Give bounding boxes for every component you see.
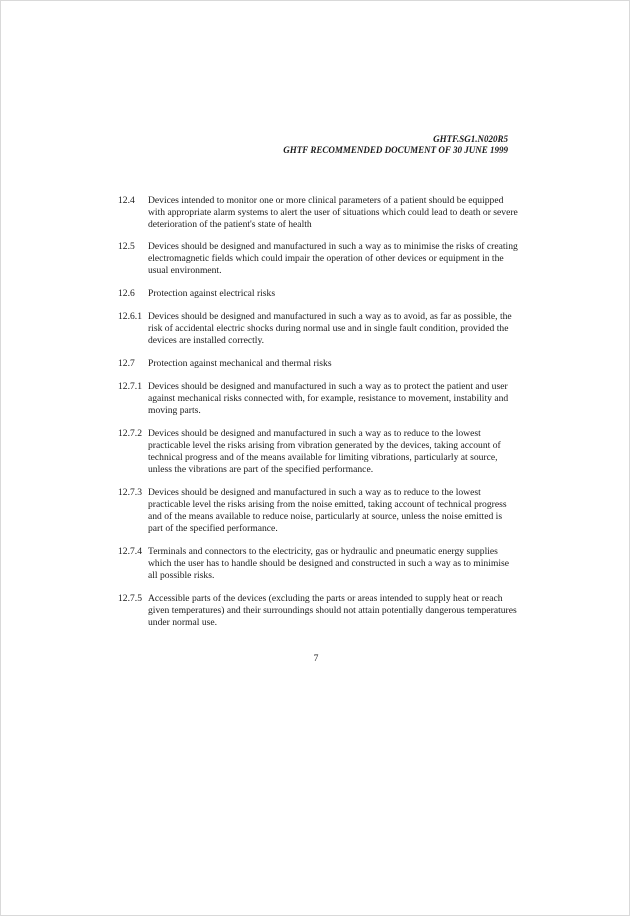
section-heading: Protection against electrical risks xyxy=(148,288,276,299)
section-text: Devices should be designed and manufactured in such a way as to minimise the risks of creating electromagnetic fields which could impair the operation of other devices or equipment in the usual environment. xyxy=(148,241,518,276)
section-12-7-5 xyxy=(118,593,518,629)
section-text: Devices should be designed and manufactured in such a way as to avoid, as far as possible, the risk of accidental electric shocks during normal use and in single fault condition, provided the devices are installed correctly. xyxy=(148,311,512,346)
section-text: Devices should be designed and manufactured in such a way as to reduce to the lowest practicable level the risks arising from vibration generated by the devices, taking account of technical progress and of the means available for limiting vibrations, particularly at source, unless the vibrations are part of the specified performance. xyxy=(148,428,501,475)
section-number: 12.7.4 xyxy=(118,546,142,557)
document-id: GHTF.SG1.N020R5 xyxy=(433,134,508,144)
section-number: 12.7.1 xyxy=(118,381,142,392)
section-12-7-2 xyxy=(118,428,518,476)
page-number: 7 xyxy=(313,653,319,664)
section-12-5 xyxy=(118,241,518,277)
section-text: Accessible parts of the devices (excluding the parts or areas intended to supply heat or reach given temperatures) and their surroundings should not attain potentially dangerous temperatures under normal use. xyxy=(148,593,517,628)
section-text: Devices should be designed and manufactured in such a way as to reduce to the lowest practicable level the risks arising from the noise emitted, taking account of technical progress and of the means available to reduce noise, particularly at source, unless the noise emitted is part of the specified performance. xyxy=(148,487,507,534)
section-12-7-4 xyxy=(118,546,518,582)
section-number: 12.7.5 xyxy=(118,593,142,604)
section-number: 12.7.2 xyxy=(118,428,142,439)
section-12-7-3 xyxy=(118,487,518,535)
section-12-6-1 xyxy=(118,311,518,347)
section-12-7 xyxy=(118,358,518,370)
section-12-7-1 xyxy=(118,381,518,417)
section-12-6 xyxy=(118,288,518,300)
section-number: 12.7 xyxy=(118,358,135,369)
section-heading: Protection against mechanical and thermal risks xyxy=(148,358,332,369)
section-number: 12.5 xyxy=(118,241,135,252)
section-number: 12.6 xyxy=(118,288,135,299)
document-status: GHTF RECOMMENDED DOCUMENT OF 30 JUNE 1999 xyxy=(283,145,508,155)
section-text: Devices should be designed and manufactured in such a way as to protect the patient and user against mechanical risks connected with, for example, resistance to movement, instability and moving parts. xyxy=(148,381,509,416)
section-text: Devices intended to monitor one or more clinical parameters of a patient should be equipped with appropriate alarm systems to alert the user of situations which could lead to death or severe deterioration of the patient's state of health xyxy=(148,195,518,230)
section-12-4 xyxy=(118,195,518,231)
section-number: 12.6.1 xyxy=(118,311,142,322)
section-number: 12.7.3 xyxy=(118,487,142,498)
section-text: Terminals and connectors to the electricity, gas or hydraulic and pneumatic energy supplies which the user has to handle should be designed and constructed in such a way as to minimise all possible risks. xyxy=(148,546,510,581)
section-number: 12.4 xyxy=(118,195,135,206)
